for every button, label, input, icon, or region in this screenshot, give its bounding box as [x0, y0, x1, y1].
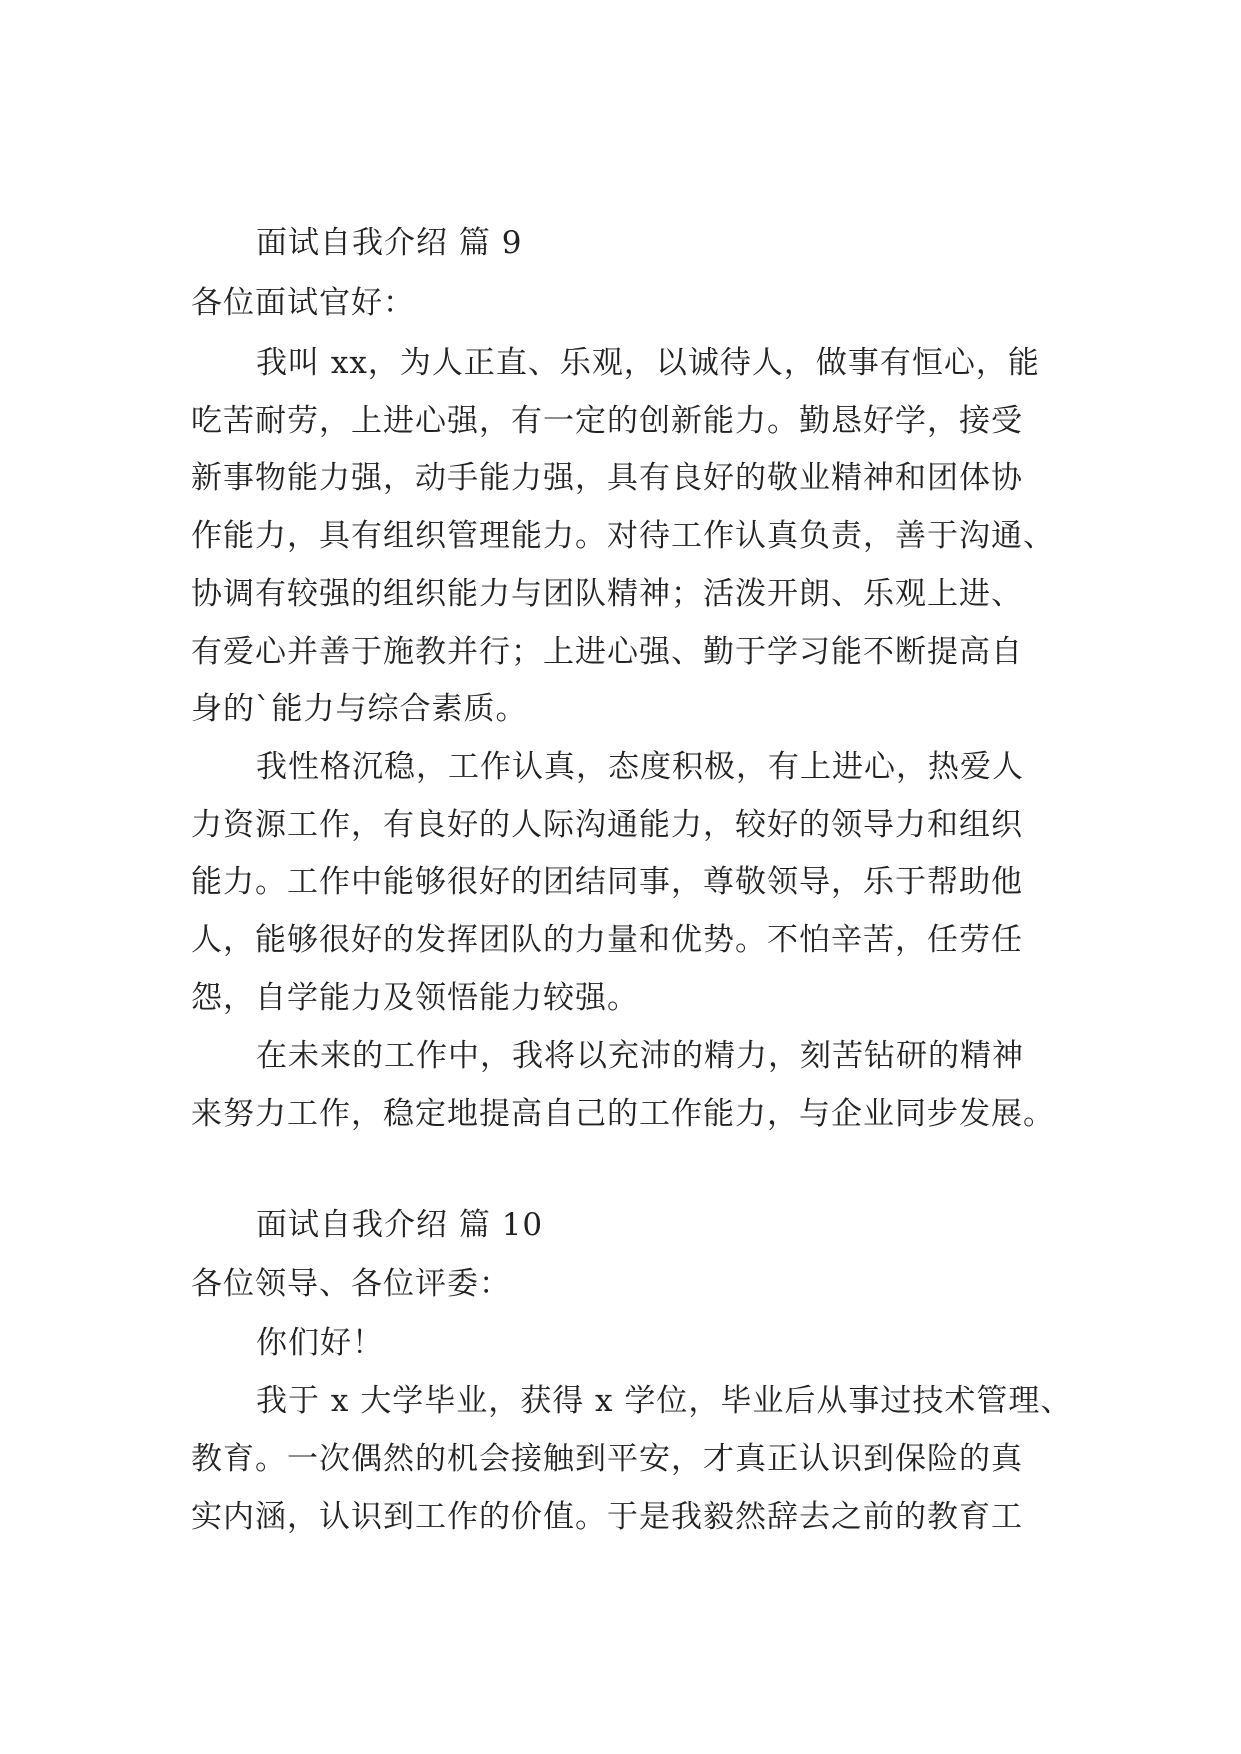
section9-line-11: 人，能够很好的发挥团队的力量和优势。不怕辛苦，任劳任 — [191, 922, 1023, 958]
section9-line-12: 怨，自学能力及领悟能力较强。 — [191, 980, 639, 1016]
section9-line-14: 来努力工作，稳定地提高自己的工作能力，与企业同步发展。 — [191, 1096, 1055, 1132]
section10-heading: 面试自我介绍 篇 10 — [256, 1207, 544, 1243]
section9-line-1: 我叫 xx，为人正直、乐观，以诚待人，做事有恒心，能 — [256, 345, 1040, 381]
section9-line-13: 在未来的工作中，我将以充沛的精力，刻苦钻研的精神 — [256, 1038, 1024, 1074]
section9-line-5: 协调有较强的组织能力与团队精神；活泼开朗、乐观上进、 — [191, 576, 1023, 612]
section9-line-4: 作能力，具有组织管理能力。对待工作认真负责，善于沟通、 — [191, 518, 1055, 554]
section9-line-9: 力资源工作，有良好的人际沟通能力，较好的领导力和组织 — [191, 807, 1023, 843]
section9-heading: 面试自我介绍 篇 9 — [256, 225, 523, 261]
section9-line-8: 我性格沉稳，工作认真，态度积极，有上进心，热爱人 — [256, 749, 1024, 785]
section9-line-2: 吃苦耐劳，上进心强，有一定的创新能力。勤恳好学，接受 — [191, 403, 1023, 439]
section10-line-2: 我于 x 大学毕业，获得 x 学位，毕业后从事过技术管理、 — [256, 1383, 1073, 1419]
section10-line-3: 教育。一次偶然的机会接触到平安，才真正认识到保险的真 — [191, 1441, 1023, 1477]
section10-greeting: 各位领导、各位评委： — [191, 1266, 511, 1302]
section9-line-6: 有爱心并善于施教并行；上进心强、勤于学习能不断提高自 — [191, 634, 1023, 670]
section10-line-4: 实内涵，认识到工作的价值。于是我毅然辞去之前的教育工 — [191, 1499, 1023, 1535]
section9-line-3: 新事物能力强，动手能力强，具有良好的敬业精神和团体协 — [191, 460, 1023, 496]
section9-greeting: 各位面试官好： — [191, 285, 415, 321]
section10-line-1: 你们好！ — [256, 1325, 384, 1361]
section9-line-7: 身的`能力与综合素质。 — [191, 691, 528, 727]
section9-line-10: 能力。工作中能够很好的团结同事，尊敬领导，乐于帮助他 — [191, 864, 1023, 900]
